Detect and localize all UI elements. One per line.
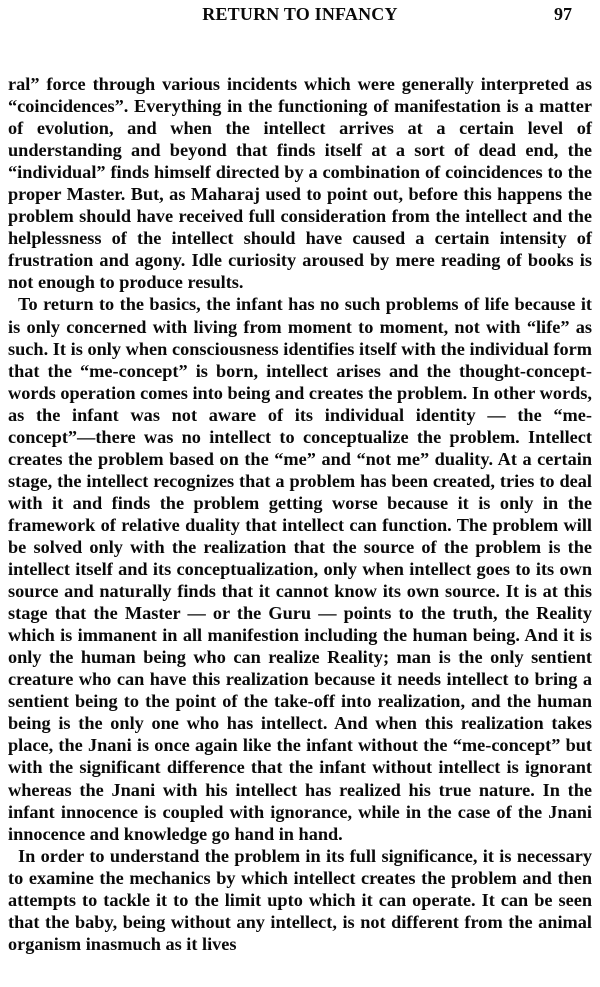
paragraph-continued: ral” force through various incidents which were generally interpreted as “coincidences”. Everything in the functioning of manifestation is a matter of evolution, and when the intellect arrives at a certain level of understanding and beyond that finds itself at a sort of dead end, the “individual” finds himself directed by a combination of coincidences to the proper Master. But, as Maharaj used to point out, before this happens the problem should have received full consideration from the intellect and the helplessness of the intellect should have caused a certain intensity of frustration and agony. Idle curiosity aroused by mere reading of books is not enough to produce results.	[8, 74, 592, 293]
paragraph-return-to-basics: To return to the basics, the infant has no such problems of life because it is only concerned with living from moment to moment, not with “life” as such. It is only when consciousness identifies itself with the individual form that the “me-concept” is born, intellect arises and the thought-concept-words operation comes into being and creates the problem. In other words, as the infant was not aware of its individual identity — the “me-concept”—there was no intellect to conceptualize the problem. Intellect creates the problem based on the “me” and “not me” duality. At a certain stage, the intellect recognizes that a problem has been created, tries to deal with it and finds the problem getting worse because it is only in the framework of relative duality that intellect can function. The problem will be solved only with the realization that the source of the problem is the intellect itself and its conceptualization, only when intellect goes to its own source and naturally finds that it cannot know its own source. It is at this stage that the Master — or the Guru — points to the truth, the Reality which is immanent in all manifestion including the human being. And it is only the human being who can realize Reality; man is the only sentient creature who can have this realization because it needs intellect to bring a sentient being to the point of the take-off into realization, and the human being is the only one who has intellect. And when this realization takes place, the Jnani is once again like the infant without the “me-concept” but with the significant difference that the infant without intellect is ignorant whereas the Jnani with his intellect has realized his true nature. In the infant innocence is coupled with ignorance, while in the case of the Jnani innocence and knowledge go hand in hand.	[8, 294, 592, 844]
page-number: 97	[554, 4, 572, 24]
body-text	[8, 73, 592, 955]
paragraph-mechanics: In order to understand the problem in its full significance, it is necessary to examine the mechanics by which intellect creates the problem and then attempts to tackle it to the limit upto which it can operate. It can be seen that the baby, being without any intellect, is not different from the animal organism inasmuch as it lives	[8, 845, 592, 954]
page-header	[10, 4, 590, 30]
running-title: RETURN TO INFANCY	[202, 4, 398, 24]
